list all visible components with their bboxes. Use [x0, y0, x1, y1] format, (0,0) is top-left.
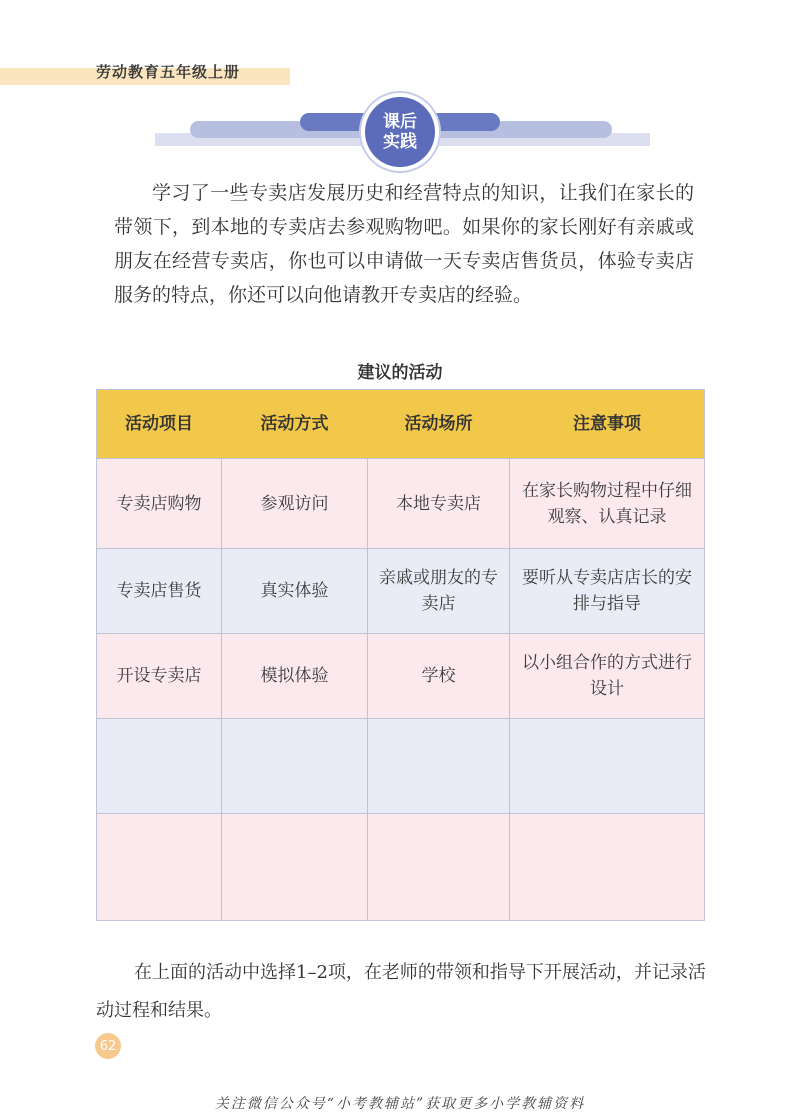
table-cell-blank[interactable]: [510, 719, 705, 814]
outro-paragraph: 在上面的活动中选择1–2项，在老师的带领和指导下开展活动，并记录活动过程和结果。: [96, 962, 706, 1021]
badge-bar-right: [428, 113, 500, 131]
badge-line-2: 实践: [383, 132, 417, 152]
badge-circle: [365, 97, 435, 167]
table-cell-blank[interactable]: [222, 814, 368, 921]
intro-paragraph: 学习了一些专卖店发展历史和经营特点的知识，让我们在家长的带领下，到本地的专卖店去参观购物吧。如果你的家长刚好有亲戚或朋友在经营专卖店，你也可以申请做一天专卖店售货员，体验专卖店服务的特点，你还可以向他请教开专卖店的经验。: [114, 182, 694, 306]
table-cell-blank[interactable]: [97, 814, 222, 921]
table-cell: 参观访问: [222, 459, 368, 549]
table-cell-blank[interactable]: [97, 719, 222, 814]
table-cell: 亲戚或朋友的专卖店: [368, 549, 510, 634]
footer-watermark-note: 关注微信公众号“小考教辅站”获取更多小学教辅资料: [214, 1096, 586, 1112]
activities-table: [96, 389, 705, 921]
table-cell: 以小组合作的方式进行设计: [510, 634, 705, 719]
table-cell: 专卖店购物: [97, 459, 222, 549]
table-title: 建议的活动: [357, 363, 443, 383]
header-cell-activity: 活动项目: [97, 390, 222, 459]
table-cell: 在家长购物过程中仔细观察、认真记录: [510, 459, 705, 549]
badge-bar-left: [300, 113, 372, 131]
table-row: [97, 634, 705, 719]
header-cell-notes: 注意事项: [510, 390, 705, 459]
table-row-blank: [97, 719, 705, 814]
table-cell-blank[interactable]: [510, 814, 705, 921]
header-cell-location: 活动场所: [368, 390, 510, 459]
table-cell: 专卖店售货: [97, 549, 222, 634]
table-header-row: [97, 390, 705, 459]
table-cell: 真实体验: [222, 549, 368, 634]
table-cell: 本地专卖店: [368, 459, 510, 549]
table-cell-blank[interactable]: [222, 719, 368, 814]
table-cell-blank[interactable]: [368, 814, 510, 921]
table-cell: 开设专卖店: [97, 634, 222, 719]
table-row: [97, 459, 705, 549]
table-cell: 学校: [368, 634, 510, 719]
table-row-blank: [97, 814, 705, 921]
table-cell-blank[interactable]: [368, 719, 510, 814]
table-cell: 模拟体验: [222, 634, 368, 719]
badge-line-1: 课后: [383, 112, 417, 132]
table-cell: 要听从专卖店店长的安排与指导: [510, 549, 705, 634]
page-number: 62: [95, 1033, 121, 1059]
header-cell-method: 活动方式: [222, 390, 368, 459]
table-row: [97, 549, 705, 634]
book-title: 劳动教育五年级上册: [96, 63, 241, 81]
